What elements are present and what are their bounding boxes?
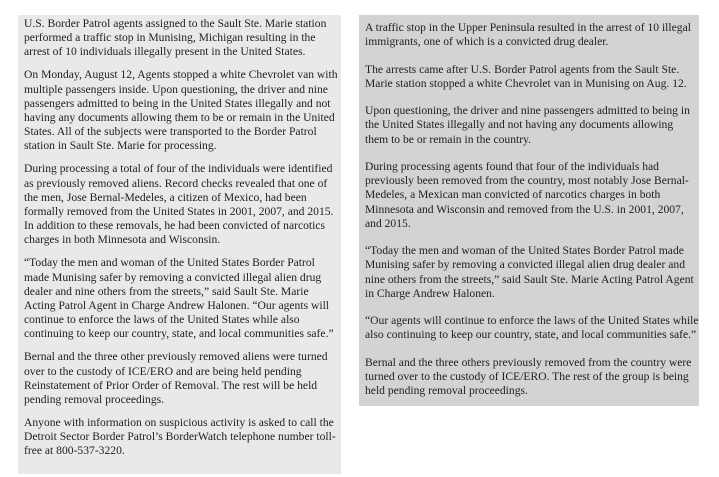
left-paragraph-5: Bernal and the three other previously removed aliens were turned over to the custody of ICE/ERO and are being held pending Reinstatement of Prior Order of Removal. The rest will be held pending removal proceedings. — [24, 350, 328, 407]
left-paragraph-3: During processing a total of four of the individuals were identified as previously removed aliens. Record checks revealed that one of the men, Jose Bernal-Medeles, a citizen of Mexico, had been formally removed from the United States in 2001, 2007, and 2015. In addition to these removals, he had been convicted of narcotics charges in both Minnesota and Wisconsin. — [24, 162, 334, 247]
right-paragraph-6: “Our agents will continue to enforce the laws of the United States while also continuing to keep our country, state, and local communities safe.” — [365, 314, 699, 342]
right-paragraph-1: A traffic stop in the Upper Peninsula resulted in the arrest of 10 illegal immigrants, one of which is a convicted drug dealer. — [365, 21, 691, 49]
right-paragraph-4: During processing agents found that four of the individuals had previously been removed from the country, most notably Jose Bernal-Medeles, a Mexican man convicted of narcotics charges in both Minnesota and Wisconsin and removed from the U.S. in 2001, 2007, and 2015. — [365, 159, 689, 230]
right-paragraph-3: Upon questioning, the driver and nine passengers admitted to being in the United States illegally and not having any documents allowing them to be or remain in the country. — [365, 104, 690, 146]
left-paragraph-6: Anyone with information on suspicious activity is asked to call the Detroit Sector Border Patrol’s BorderWatch telephone number toll-free at 800-537-3220. — [24, 416, 336, 458]
left-paragraph-2: On Monday, August 12, Agents stopped a white Chevrolet van with multiple passengers inside. Upon questioning, the driver and nine passengers admitted to being in the United States illegally and not having any documents allowing them to be or remain in the United States. All of the subjects were transported to the Border Patrol station in Sault Ste. Marie for processing. — [24, 68, 338, 153]
right-paragraph-2: The arrests came after U.S. Border Patrol agents from the Sault Ste. Marie station stopped a white Chevrolet van in Munising on Aug. 12. — [365, 62, 687, 90]
right-article-panel — [359, 15, 699, 406]
left-paragraph-1: U.S. Border Patrol agents assigned to the Sault Ste. Marie station performed a traffic stop in Munising, Michigan resulting in the arrest of 10 individuals illegally present in the United States. — [24, 17, 327, 59]
left-paragraph-4: “Today the men and woman of the United States Border Patrol made Munising safer by removing a convicted illegal alien drug dealer and nine others from the streets,” said Sault Ste. Marie Acting Patrol Agent in Charge Andrew Halonen. “Our agents will continue to enforce the laws of the United States while also continuing to keep our country, state, and local communities safe.” — [24, 256, 334, 341]
left-article-panel — [18, 15, 341, 474]
right-paragraph-5: “Today the men and woman of the United States Border Patrol made Munising safer by removing a convicted illegal alien drug dealer and nine others from the streets,” said Sault Ste. Marie Acting Patrol Agent in Charge Andrew Halonen. — [365, 244, 694, 300]
right-paragraph-7: Bernal and the three others previously removed from the country were turned over to the custody of ICE/ERO. The rest of the group is being held pending removal proceedings. — [365, 355, 692, 398]
